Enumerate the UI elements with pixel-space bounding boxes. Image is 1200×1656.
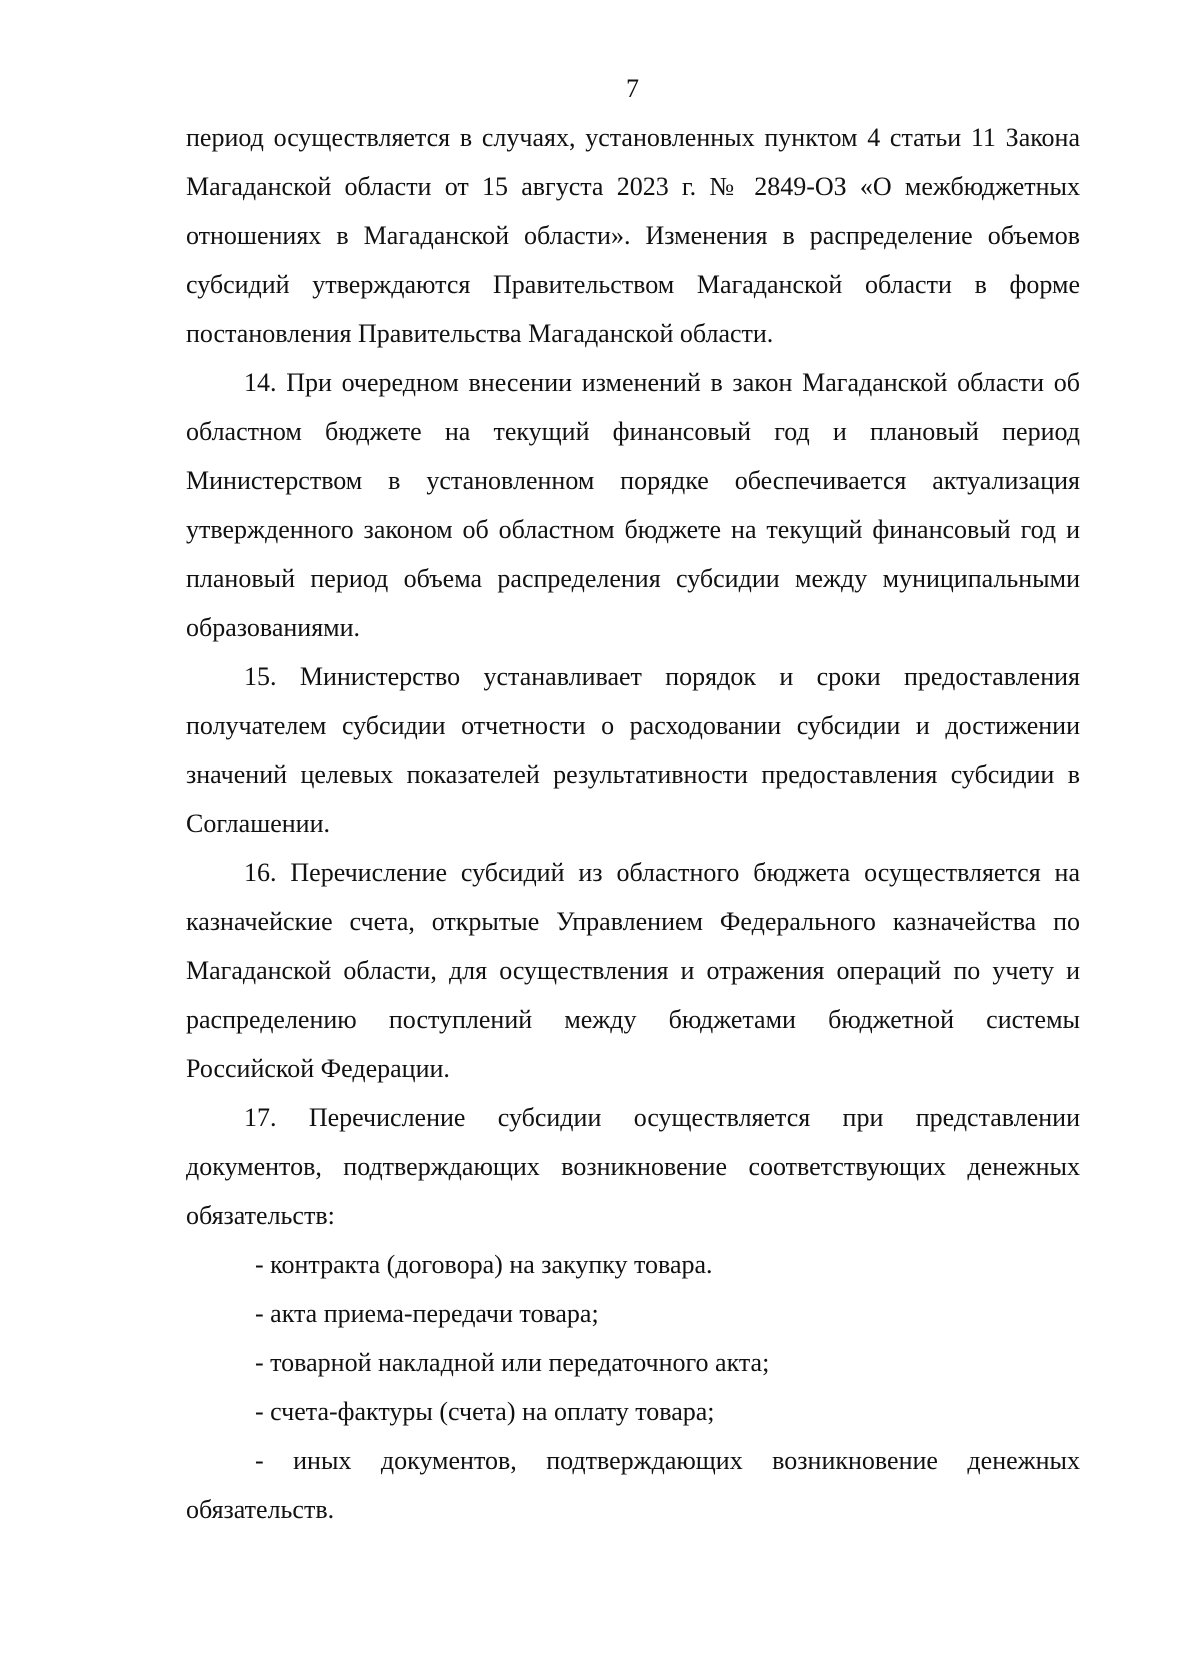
- paragraph-15: 15. Министерство устанавливает порядок и сроки предоставления получателем субсидии отчетности о расходовании субсидии и достижении значений целевых показателей результативности предоставления субсидии в Соглашении.: [186, 662, 1080, 838]
- list-item-waybill: - товарной накладной или передаточного акта;: [255, 1348, 770, 1377]
- list-item-invoice: - счета-фактуры (счета) на оплату товара;: [255, 1397, 715, 1426]
- paragraph-17: 17. Перечисление субсидии осуществляется при представлении документов, подтверждающих возникновение соответствующих денежных обязательств:: [186, 1103, 1080, 1230]
- list-item-other-documents: - иных документов, подтверждающих возникновение денежных обязательств.: [186, 1446, 1080, 1524]
- paragraph-14: 14. При очередном внесении изменений в закон Магаданской области об областном бюджете на текущий финансовый год и плановый период Министерством в установленном порядке обеспечивается актуализация утвержденного законом об областном бюджете на текущий финансовый год и плановый период объема распределения субсидии между муниципальными образованиями.: [186, 368, 1080, 642]
- paragraph-16: 16. Перечисление субсидий из областного бюджета осуществляется на казначейские счета, открытые Управлением Федерального казначейства по Магаданской области, для осуществления и отражения операций по учету и распределению поступлений между бюджетами бюджетной системы Российской Федерации.: [186, 858, 1080, 1083]
- list-item-transfer-act: - акта приема-передачи товара;: [255, 1299, 599, 1328]
- list-item-contract: - контракта (договора) на закупку товара.: [255, 1250, 713, 1279]
- document-body: [186, 113, 1080, 1534]
- page-number: 7: [626, 74, 639, 103]
- paragraph-13-continuation: период осуществляется в случаях, установленных пунктом 4 статьи 11 Закона Магаданской области от 15 августа 2023 г. № 2849-ОЗ «О межбюджетных отношениях в Магаданской области». Изменения в распределение объемов субсидий утверждаются Правительством Магаданской области в форме постановления Правительства Магаданской области.: [186, 123, 1080, 348]
